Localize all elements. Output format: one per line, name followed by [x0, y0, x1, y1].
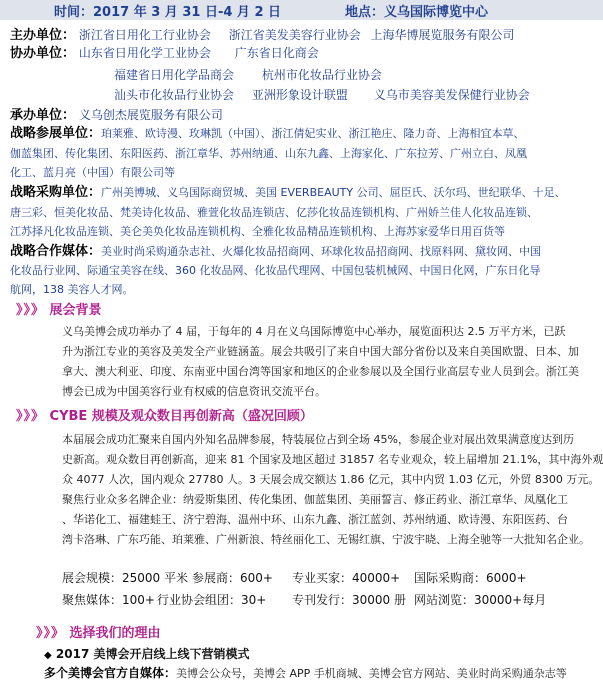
exhibit-label: 战略参展单位： — [10, 126, 102, 141]
purchase-line: 广州美博城、义乌国际商贸城、美国 EVERBEAUTY 公司、屈臣氏、沃尔玛、世纪联华、十足、 — [101, 186, 566, 199]
section-title: 展会背景 — [49, 303, 102, 318]
section-arrows: 》》》 — [16, 409, 46, 424]
bullet-text: 2017 美博会开启线上线下营销模式 — [55, 647, 250, 661]
section-arrows: 》》》 — [36, 626, 66, 641]
co-row-3 — [114, 86, 593, 104]
stat-item: 专刊发行：30000 册 — [292, 593, 406, 607]
co-item: 亚洲形象设计联盟 — [251, 88, 348, 102]
event-place: 地点：义乌国际博览中心 — [345, 5, 489, 20]
host-item: 浙江省日用化工行业协会 — [78, 28, 211, 42]
paragraph-line: 聚焦行业众多名牌企业：纳爱斯集团、传化集团、伽蓝集团、美丽誓言、修正药业、浙江章华、凤凰化工 — [62, 493, 568, 506]
media-platform-value: 美博会公众号，美博会 APP 手机商城、美博会官方网站、美业时尚采购通杂志等 — [176, 667, 567, 680]
section-scale-heading — [16, 408, 313, 426]
exhibit-row-1 — [10, 125, 593, 143]
media-label: 战略合作媒体： — [10, 244, 102, 259]
background-paragraph — [62, 322, 579, 402]
header-band — [0, 0, 603, 20]
purchase-label: 战略采购单位： — [10, 185, 102, 200]
media-platform-row — [44, 664, 567, 681]
co-row-2 — [114, 66, 593, 84]
paragraph-line: 、华诺化工、福建蛙王、济宁碧海、温州中环、山东九鑫、浙江蓝剑、苏州纳通、欧诗漫、东阳医药、台 — [62, 513, 568, 526]
media-row-2 — [10, 262, 593, 280]
stat-item: 展会规模：25000 平米 — [62, 571, 188, 585]
purchase-row-3 — [10, 223, 593, 241]
exhibit-line: 伽蓝集团、传化集团、东阳医药、浙江章华、苏州纳通、山东九鑫、上海家化、广东拉芳、广州立白、凤凰 — [10, 147, 527, 160]
co-label: 协办单位： — [10, 46, 76, 61]
host-item: 上海华博展览服务有限公司 — [370, 28, 515, 42]
stat-item: 国际采购商：6000+ — [414, 571, 527, 585]
purchase-row-1 — [10, 184, 593, 202]
section-title: CYBE 规模及观众数目再创新高（盛况回顾） — [49, 409, 313, 424]
co-item: 杭州市化妆品行业协会 — [261, 68, 382, 82]
media-platform-label: 多个美博会官方自媒体： — [44, 666, 177, 680]
co-item: 义乌市美容美发保健行业协会 — [373, 88, 530, 102]
media-row-3 — [10, 281, 593, 299]
purchase-line: 唐三彩、恒美化妆品、梵美诗化妆品、雅萱化妆品连锁店、亿莎化妆品连锁机构、广州娇兰佳人化妆品连锁、 — [10, 206, 538, 219]
stat-item: 网站浏览：30000+每月 — [414, 593, 547, 607]
stat-item: 行业协会组团：30+ — [157, 593, 267, 607]
co-item: 汕头市化妆品行业协会 — [114, 88, 235, 102]
paragraph-line: 拿大、澳大利亚、印度、东南亚中国台湾等国家和地区的企业参展以及全国行业高层专业人员到会。浙江美 — [62, 365, 579, 378]
stats-row-1 — [62, 568, 527, 588]
section-reasons-heading — [36, 625, 161, 643]
stat-item: 参展商：600+ — [192, 571, 273, 585]
exhibit-row-3 — [10, 164, 593, 182]
media-row-1 — [10, 243, 593, 261]
host-label: 主办单位： — [10, 28, 76, 43]
paragraph-line: 博会已成为中国美容行业有权威的信息资讯交流平台。 — [62, 385, 326, 398]
exhibit-line: 化工、蓝月亮（中国）有限公司等 — [10, 166, 175, 179]
purchase-row-2 — [10, 204, 593, 222]
host-item: 浙江省美发美容行业协会 — [228, 28, 361, 42]
stat-item: 聚焦媒体：100+ — [62, 593, 155, 607]
undertake-label: 承办单位： — [10, 108, 76, 123]
exhibit-line: 珀莱雅、欧诗漫、玫琳凯（中国）、浙江倩妃实业、浙江艳庄、隆力奇、上海相宜本草、 — [101, 127, 525, 140]
section-background-heading — [16, 302, 102, 320]
stats-row-2 — [62, 590, 546, 610]
paragraph-line: 湾卡洛琳、广东巧能、珀莱雅、广州新浪、特丝丽化工、无锡红旗、宁波宇晓、上海全驰等一大批知名企业。 — [62, 533, 590, 546]
co-row-1 — [10, 44, 593, 63]
paragraph-line: 众 4077 人次，国内观众 27780 人。3 天展会成交额达 1.86 亿元，其中内贸 1.03 亿元，外贸 8300 万元。 — [62, 473, 600, 486]
paragraph-line: 本届展会成功汇聚来自国内外知名品牌参展，特装展位占到全场 45%，参展企业对展出效果满意度达到历 — [62, 433, 574, 446]
undertake-item: 义乌创杰展览服务有限公司 — [78, 108, 223, 122]
media-line: 化妆品行业网、际通宝美容在线、360 化妆品网、化妆品代理网、中国包装机械网、中国日化网，广东日化导 — [10, 264, 541, 277]
paragraph-line: 义乌美博会成功举办了 4 届，于每年的 4 月在义乌国际博览中心举办，展览面积达 2.5 万平方米，已跃 — [62, 325, 566, 338]
host-row — [10, 26, 593, 45]
section-arrows: 》》》 — [16, 303, 46, 318]
paragraph-line: 升为浙江专业的美容及美发全产业链涵盖。展会共吸引了来自中国大部分省份以及来自美国欧盟、日本、加 — [62, 345, 579, 358]
co-item: 广东省日化商会 — [234, 46, 319, 60]
scale-paragraph — [62, 430, 603, 550]
section-title: 选择我们的理由 — [69, 626, 161, 641]
undertake-row — [10, 106, 593, 125]
stat-item: 专业买家：40000+ — [292, 571, 401, 585]
co-item: 福建省日用化学品商会 — [114, 68, 235, 82]
co-item: 山东省日用化学工业协会 — [78, 46, 211, 60]
purchase-line: 江苏择凡化妆品连锁、美仑美奂化妆品连锁机构、全雅化妆品精品连锁机构、上海苏家爱华日用百货等 — [10, 225, 505, 238]
paragraph-line: 史新高。观众数目再创新高，迎来 81 个国家及地区超过 31857 名专业观众，较上届增加 21.1%，其中海外观 — [62, 453, 603, 466]
media-line: 美业时尚采购通杂志社、火爆化妆品招商网、环球化妆品招商网、找原料网、黛妆网、中国 — [101, 245, 542, 258]
event-time: 时间：2017 年 3 月 31 日-4 月 2 日 — [54, 5, 282, 20]
media-line: 航网，138 美容人才网。 — [10, 283, 134, 296]
bullet-row — [44, 645, 249, 662]
diamond-bullet-icon: ◆ — [44, 650, 52, 661]
exhibit-row-2 — [10, 145, 593, 163]
